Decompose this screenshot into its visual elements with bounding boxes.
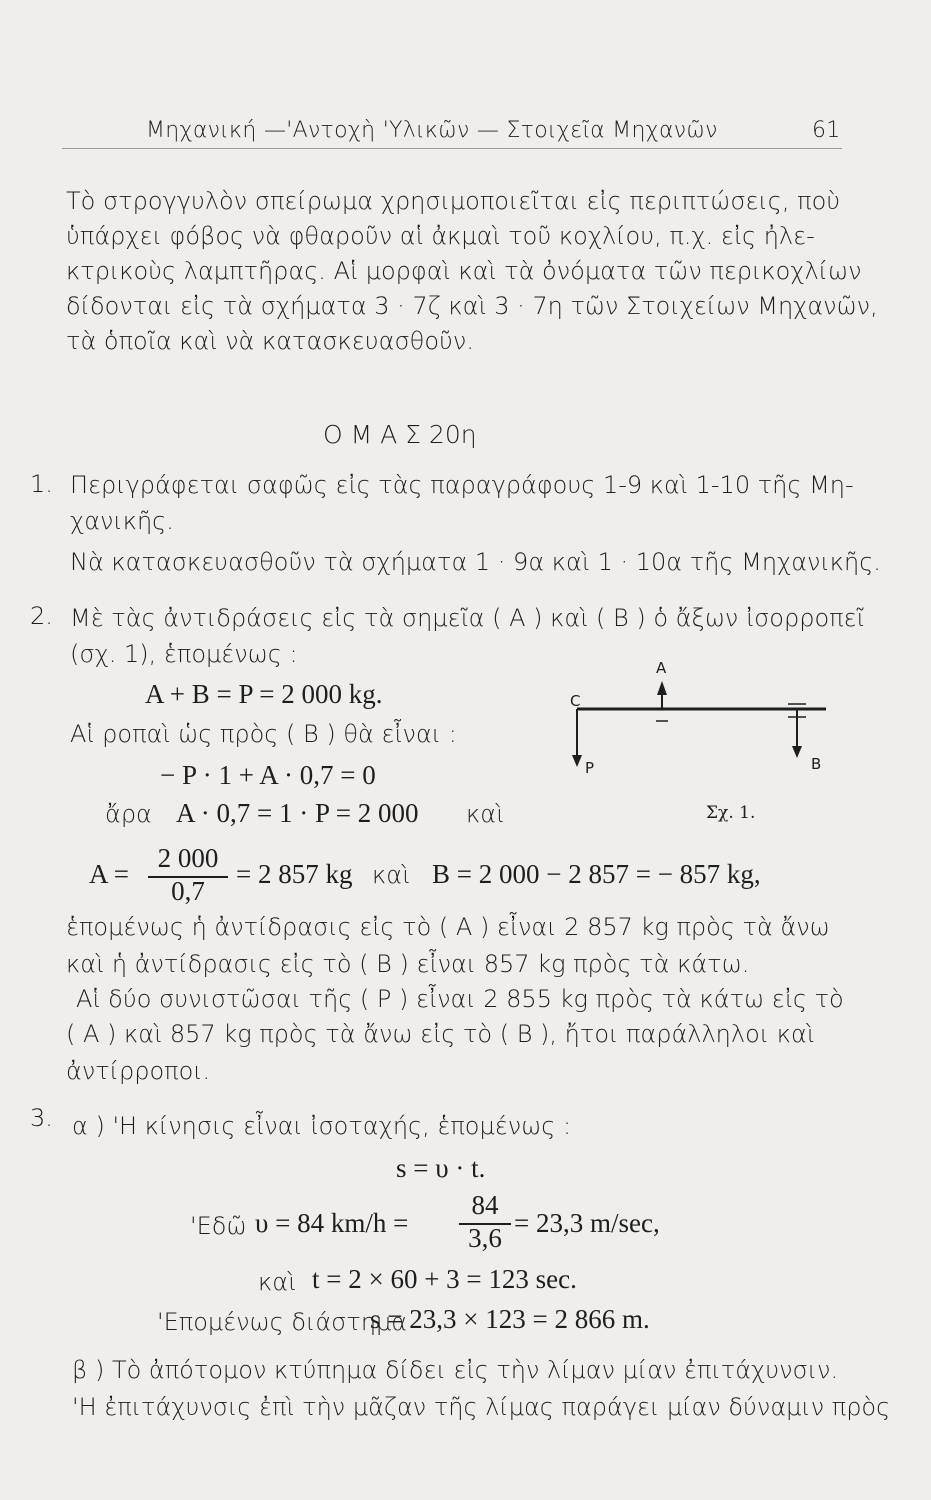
figure-1 <box>560 655 850 785</box>
item-2-line: ἑπομένως ἡ ἀντίδρασις εἰς τὸ ( A ) εἶναι 2 857 kg πρὸς τὰ ἄνω <box>66 913 830 941</box>
fraction-denominator: 0,7 <box>171 876 205 906</box>
item-2-line: ἀντίρροποι. <box>66 1057 211 1085</box>
item-2-line: Αἱ ροπαὶ ὡς πρὸς ( B ) θὰ εἶναι : <box>70 720 457 748</box>
item-3-line: α ) 'Η κίνησις εἶναι ἰσοταχής, ἑπομένως : <box>72 1112 572 1140</box>
fraction-numerator: 84 <box>471 1190 499 1220</box>
fraction-denominator: 3,6 <box>468 1223 502 1253</box>
header-rule <box>62 148 842 149</box>
arrow-a-head <box>657 681 667 695</box>
item-3-line: 'Η ἐπιτάχυνσις ἐπὶ τὴν μᾶζαν τῆς λίμας παράγει μίαν δύναμιν πρὸς <box>72 1393 891 1421</box>
label-p: P <box>585 759 595 777</box>
kai-word: καὶ <box>258 1268 297 1296</box>
item-2-line: Μὲ τὰς ἀντιδράσεις εἰς τὰ σημεῖα ( A ) καὶ ( B ) ὁ ἄξων ἰσορροπεῖ <box>70 604 865 632</box>
page-number: 61 <box>812 118 841 143</box>
item-3-line: β ) Τὸ ἀπότομον κτύπημα δίδει εἰς τὴν λίμαν μίαν ἐπιτάχυνσιν. <box>72 1356 839 1384</box>
item-1-line: χανικῆς. <box>70 507 174 535</box>
label-b: B <box>811 755 822 773</box>
distance-label: 'Επομένως διάστημα <box>157 1308 408 1336</box>
item-1-line: Περιγράφεται σαφῶς εἰς τὰς παραγράφους 1-9 καὶ 1-10 τῆς Μη- <box>70 471 854 499</box>
item-1-number: 1. <box>30 470 53 498</box>
kai-word: καὶ <box>466 800 505 828</box>
intro-line: ὑπάρχει φόβος νὰ φθαροῦν αἱ ἀκμαὶ τοῦ κοχλίου, π.χ. εἰς ἠλε- <box>66 222 815 250</box>
beam-diagram <box>560 655 850 785</box>
label-c: C <box>570 692 581 710</box>
kai-word: καὶ <box>372 861 411 889</box>
equation: t = 2 × 60 + 3 = 123 sec. <box>312 1264 577 1294</box>
frac-rhs: = 2 857 kg <box>236 859 353 889</box>
equation: − P · 1 + A · 0,7 = 0 <box>160 760 376 790</box>
item-2-line: (σχ. 1), ἑπομένως : <box>70 640 298 668</box>
equation: A + B = P = 2 000 kg. <box>145 679 383 709</box>
label-a: A <box>656 659 667 677</box>
figure-caption: Σχ. 1. <box>706 803 756 823</box>
equation: s = υ · t. <box>396 1153 486 1183</box>
fraction-a <box>148 843 228 907</box>
group-title: Ο Μ Α Σ 20η <box>323 420 477 449</box>
fraction-v <box>459 1190 511 1254</box>
ara-word: ἄρα <box>105 800 152 828</box>
intro-line: τὰ ὁποῖα καὶ νὰ κατασκευασθοῦν. <box>66 327 474 355</box>
item-1-line: Νὰ κατασκευασθοῦν τὰ σχήματα 1 · 9α καὶ 1 · 10α τῆς Μηχανικῆς. <box>70 548 881 576</box>
intro-line: Τὸ στρογγυλὸν σπείρωμα χρησιμοποιεῖται εἰς περιπτώσεις, ποὺ <box>66 187 841 215</box>
arrow-b-head <box>792 746 802 758</box>
equation: s = 23,3 × 123 = 2 866 m. <box>370 1304 650 1334</box>
equation: A · 0,7 = 1 · P = 2 000 <box>176 798 419 828</box>
edo-word: 'Εδῶ <box>190 1212 247 1240</box>
item-3-number: 3. <box>30 1104 53 1132</box>
intro-line: κτρικοὺς λαμπτῆρας. Αἱ μορφαὶ καὶ τὰ ὀνόματα τῶν περικοχλίων <box>66 257 862 285</box>
frac-lhs: A = <box>89 859 129 889</box>
item-2-line: ( A ) καὶ 857 kg πρὸς τὰ ἄνω εἰς τὸ ( B ), ἤτοι παράλληλοι καὶ <box>66 1020 815 1048</box>
item-2-number: 2. <box>30 602 53 630</box>
running-title: Μηχανική —'Αντοχὴ 'Υλικῶν — Στοιχεῖα Μηχανῶν <box>146 118 718 143</box>
item-2-line: Αἱ δύο συνιστῶσαι τῆς ( P ) εἶναι 2 855 kg πρὸς τὰ κάτω εἰς τὸ <box>76 985 844 1013</box>
intro-line: δίδονται εἰς τὰ σχήματα 3 · 7ζ καὶ 3 · 7η τῶν Στοιχείων Μηχανῶν, <box>66 292 878 320</box>
fraction-numerator: 2 000 <box>157 843 219 873</box>
frac-rhs: B = 2 000 − 2 857 = − 857 kg, <box>432 859 761 889</box>
equation: = 23,3 m/sec, <box>514 1208 660 1238</box>
item-2-line: καὶ ἡ ἀντίδρασις εἰς τὸ ( B ) εἶναι 857 kg πρὸς τὰ κάτω. <box>66 950 750 978</box>
arrow-p-head <box>572 755 582 767</box>
equation: υ = 84 km/h = <box>255 1208 409 1238</box>
